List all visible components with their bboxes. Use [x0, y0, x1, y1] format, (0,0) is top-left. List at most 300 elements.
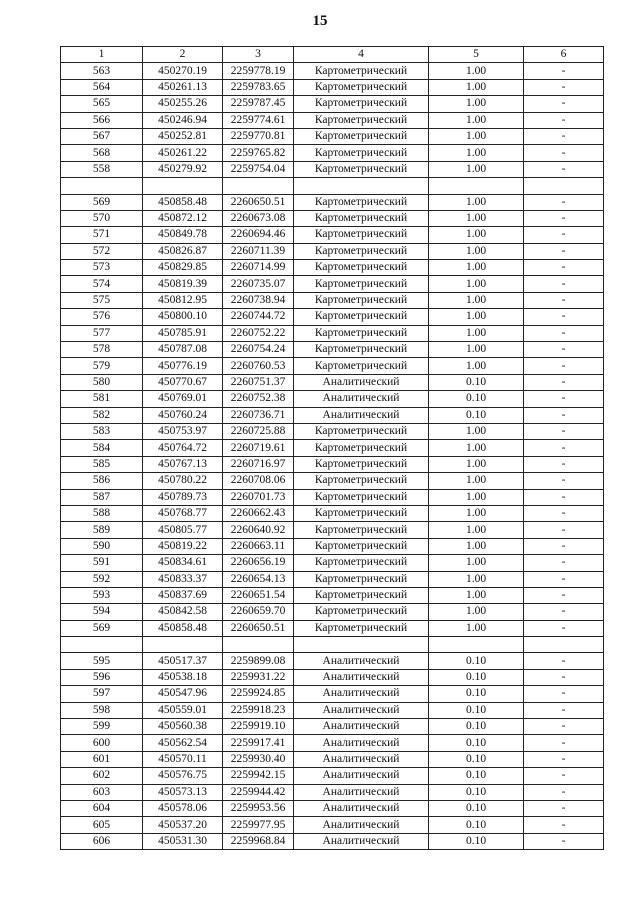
table-cell: -: [524, 702, 604, 718]
table-cell: 450826.87: [143, 243, 223, 259]
table-cell: 571: [61, 227, 143, 243]
table-row: [61, 96, 604, 112]
table-cell: Картометрический: [294, 342, 429, 358]
table-cell: -: [524, 243, 604, 259]
table-cell: 0.10: [429, 669, 524, 685]
table-cell: 2260654.13: [223, 571, 294, 587]
table-cell: Картометрический: [294, 358, 429, 374]
table-row: [61, 817, 604, 833]
table-cell: 450800.10: [143, 309, 223, 325]
table-cell: -: [524, 260, 604, 276]
table-cell: Картометрический: [294, 440, 429, 456]
table-cell: Картометрический: [294, 79, 429, 95]
table-cell: Аналитический: [294, 407, 429, 423]
table-cell: -: [524, 817, 604, 833]
table-row: [61, 751, 604, 767]
table-cell: 2259899.08: [223, 653, 294, 669]
table-cell: 588: [61, 505, 143, 521]
table-cell: -: [524, 309, 604, 325]
table-cell: [429, 637, 524, 653]
table-cell: 2260716.97: [223, 456, 294, 472]
table-cell: 2259968.84: [223, 833, 294, 849]
table-cell: 572: [61, 243, 143, 259]
table-cell: 0.10: [429, 653, 524, 669]
table-cell: 2259774.61: [223, 112, 294, 128]
table-cell: 2259931.22: [223, 669, 294, 685]
table-cell: [223, 637, 294, 653]
table-cell: 2259778.19: [223, 63, 294, 79]
table-cell: 1.00: [429, 276, 524, 292]
table-cell: 450270.19: [143, 63, 223, 79]
table-cell: [223, 178, 294, 194]
table-cell: -: [524, 161, 604, 177]
table-cell: -: [524, 342, 604, 358]
table-separator-row: [61, 637, 604, 653]
table-cell: 570: [61, 210, 143, 226]
table-cell: 1.00: [429, 79, 524, 95]
table-row: [61, 161, 604, 177]
table-cell: -: [524, 145, 604, 161]
table-cell: 565: [61, 96, 143, 112]
table-cell: 1.00: [429, 440, 524, 456]
table-cell: Аналитический: [294, 833, 429, 849]
table-cell: 1.00: [429, 194, 524, 210]
table-cell: 0.10: [429, 374, 524, 390]
table-cell: 574: [61, 276, 143, 292]
table-cell: 1.00: [429, 161, 524, 177]
table-cell: Картометрический: [294, 538, 429, 554]
table-row: [61, 342, 604, 358]
table-cell: Аналитический: [294, 735, 429, 751]
table-cell: Картометрический: [294, 63, 429, 79]
table-cell: 2260754.24: [223, 342, 294, 358]
coordinates-table: [60, 46, 604, 850]
table-cell: -: [524, 128, 604, 144]
table-row: [61, 407, 604, 423]
table-cell: 2260673.08: [223, 210, 294, 226]
table-row: [61, 145, 604, 161]
table-cell: 2260738.94: [223, 292, 294, 308]
table-cell: 450767.13: [143, 456, 223, 472]
table-cell: 586: [61, 473, 143, 489]
table-cell: 563: [61, 63, 143, 79]
table-cell: -: [524, 292, 604, 308]
table-cell: 450760.24: [143, 407, 223, 423]
table-cell: 0.10: [429, 817, 524, 833]
table-cell: 2259919.10: [223, 719, 294, 735]
table-cell: -: [524, 112, 604, 128]
table-cell: [143, 637, 223, 653]
table-row: [61, 505, 604, 521]
table-row: [61, 423, 604, 439]
table-cell: 578: [61, 342, 143, 358]
table-cell: 569: [61, 620, 143, 636]
table-cell: 2260736.71: [223, 407, 294, 423]
table-cell: -: [524, 555, 604, 571]
table-cell: [61, 637, 143, 653]
table-cell: 2260659.70: [223, 604, 294, 620]
table-cell: Картометрический: [294, 243, 429, 259]
table-cell: -: [524, 604, 604, 620]
table-cell: 573: [61, 260, 143, 276]
table-cell: 2260752.22: [223, 325, 294, 341]
table-cell: 1.00: [429, 505, 524, 521]
table-row: [61, 391, 604, 407]
table-cell: Картометрический: [294, 423, 429, 439]
table-cell: 0.10: [429, 686, 524, 702]
table-cell: 1.00: [429, 555, 524, 571]
table-cell: 2260663.11: [223, 538, 294, 554]
table-cell: 450805.77: [143, 522, 223, 538]
table-cell: 566: [61, 112, 143, 128]
table-cell: Картометрический: [294, 194, 429, 210]
table-cell: 1.00: [429, 292, 524, 308]
table-cell: Аналитический: [294, 391, 429, 407]
table-row: [61, 325, 604, 341]
table-cell: -: [524, 538, 604, 554]
table-cell: 450812.95: [143, 292, 223, 308]
table-cell: 0.10: [429, 768, 524, 784]
table-cell: 602: [61, 768, 143, 784]
column-header: 1: [61, 47, 143, 63]
table-cell: 1.00: [429, 604, 524, 620]
table-cell: 1.00: [429, 128, 524, 144]
table-cell: 587: [61, 489, 143, 505]
table-cell: 450787.08: [143, 342, 223, 358]
table-body: [61, 63, 604, 850]
table-cell: Картометрический: [294, 227, 429, 243]
table-cell: Картометрический: [294, 309, 429, 325]
table-cell: -: [524, 440, 604, 456]
table-cell: Картометрический: [294, 522, 429, 538]
table-cell: Аналитический: [294, 669, 429, 685]
table-cell: 450789.73: [143, 489, 223, 505]
table-cell: 2260752.38: [223, 391, 294, 407]
table-cell: 580: [61, 374, 143, 390]
table-cell: 2260751.37: [223, 374, 294, 390]
table-cell: 450858.48: [143, 620, 223, 636]
table-cell: 0.10: [429, 784, 524, 800]
table-cell: -: [524, 423, 604, 439]
table-cell: -: [524, 325, 604, 341]
table-cell: Аналитический: [294, 719, 429, 735]
table-cell: 2260725.88: [223, 423, 294, 439]
table-cell: 450834.61: [143, 555, 223, 571]
table-cell: -: [524, 358, 604, 374]
table-cell: 1.00: [429, 260, 524, 276]
table-cell: 1.00: [429, 620, 524, 636]
table-cell: -: [524, 719, 604, 735]
table-cell: -: [524, 735, 604, 751]
table-cell: -: [524, 653, 604, 669]
table-row: [61, 587, 604, 603]
table-cell: -: [524, 751, 604, 767]
table-row: [61, 456, 604, 472]
table-cell: 583: [61, 423, 143, 439]
table-cell: Картометрический: [294, 456, 429, 472]
table-row: [61, 112, 604, 128]
table-row: [61, 292, 604, 308]
table-cell: 1.00: [429, 243, 524, 259]
table-row: [61, 276, 604, 292]
table-cell: -: [524, 571, 604, 587]
table-cell: 584: [61, 440, 143, 456]
table-row: [61, 79, 604, 95]
table-cell: 450849.78: [143, 227, 223, 243]
table-cell: Картометрический: [294, 145, 429, 161]
table-cell: 450842.58: [143, 604, 223, 620]
table-cell: 2260735.07: [223, 276, 294, 292]
table-cell: Картометрический: [294, 489, 429, 505]
table-header-row: [61, 47, 604, 63]
column-header: 5: [429, 47, 524, 63]
table-row: [61, 735, 604, 751]
table-cell: Аналитический: [294, 768, 429, 784]
table-cell: 450537.20: [143, 817, 223, 833]
table-cell: 582: [61, 407, 143, 423]
table-cell: 564: [61, 79, 143, 95]
table-row: [61, 719, 604, 735]
table-cell: 2260650.51: [223, 194, 294, 210]
table-cell: [294, 178, 429, 194]
table-cell: 450246.94: [143, 112, 223, 128]
table-cell: -: [524, 374, 604, 390]
table-row: [61, 686, 604, 702]
table-cell: 0.10: [429, 800, 524, 816]
table-cell: -: [524, 686, 604, 702]
table-cell: -: [524, 194, 604, 210]
table-cell: -: [524, 522, 604, 538]
table-cell: 606: [61, 833, 143, 849]
table-cell: -: [524, 587, 604, 603]
table-row: [61, 768, 604, 784]
table-row: [61, 309, 604, 325]
table-cell: 1.00: [429, 112, 524, 128]
table-cell: 575: [61, 292, 143, 308]
table-cell: 604: [61, 800, 143, 816]
table-row: [61, 653, 604, 669]
table-cell: 558: [61, 161, 143, 177]
table-cell: Аналитический: [294, 702, 429, 718]
table-row: [61, 358, 604, 374]
table-cell: 450768.77: [143, 505, 223, 521]
table-cell: 577: [61, 325, 143, 341]
table-cell: 0.10: [429, 702, 524, 718]
table-cell: 450780.22: [143, 473, 223, 489]
table-row: [61, 243, 604, 259]
table-cell: 2260760.53: [223, 358, 294, 374]
table-cell: 2259944.42: [223, 784, 294, 800]
table-cell: 450573.13: [143, 784, 223, 800]
table-cell: 2260701.73: [223, 489, 294, 505]
table-cell: 450570.11: [143, 751, 223, 767]
table-cell: [429, 178, 524, 194]
table-cell: -: [524, 96, 604, 112]
table-cell: 0.10: [429, 751, 524, 767]
table-cell: -: [524, 407, 604, 423]
table-cell: 1.00: [429, 145, 524, 161]
table-cell: -: [524, 768, 604, 784]
table-cell: 2259924.85: [223, 686, 294, 702]
table-cell: 1.00: [429, 309, 524, 325]
table-cell: 2259765.82: [223, 145, 294, 161]
table-cell: Аналитический: [294, 374, 429, 390]
table-cell: 450776.19: [143, 358, 223, 374]
table-cell: 0.10: [429, 407, 524, 423]
table-cell: 590: [61, 538, 143, 554]
table-cell: 598: [61, 702, 143, 718]
table-cell: 1.00: [429, 210, 524, 226]
table-cell: 1.00: [429, 473, 524, 489]
table-row: [61, 260, 604, 276]
table-cell: 450538.18: [143, 669, 223, 685]
table-cell: 450261.13: [143, 79, 223, 95]
table-separator-row: [61, 178, 604, 194]
table-cell: -: [524, 456, 604, 472]
table-cell: Картометрический: [294, 292, 429, 308]
table-cell: 576: [61, 309, 143, 325]
table-cell: 1.00: [429, 587, 524, 603]
column-header: 6: [524, 47, 604, 63]
table-cell: -: [524, 489, 604, 505]
table-row: [61, 604, 604, 620]
table-cell: Картометрический: [294, 96, 429, 112]
table-cell: 450872.12: [143, 210, 223, 226]
table-cell: 450764.72: [143, 440, 223, 456]
table-cell: [61, 178, 143, 194]
table-cell: 1.00: [429, 423, 524, 439]
table-row: [61, 473, 604, 489]
table-cell: 592: [61, 571, 143, 587]
table-cell: Картометрический: [294, 260, 429, 276]
table-cell: Картометрический: [294, 325, 429, 341]
table-cell: 601: [61, 751, 143, 767]
table-cell: 1.00: [429, 342, 524, 358]
page-number: 15: [312, 13, 328, 29]
table-row: [61, 522, 604, 538]
table-cell: 450531.30: [143, 833, 223, 849]
table-cell: -: [524, 473, 604, 489]
table-cell: Картометрический: [294, 505, 429, 521]
table-cell: -: [524, 505, 604, 521]
table-cell: Аналитический: [294, 784, 429, 800]
table-cell: Картометрический: [294, 128, 429, 144]
table-cell: 2259930.40: [223, 751, 294, 767]
table-cell: 450517.37: [143, 653, 223, 669]
table-cell: [143, 178, 223, 194]
table-row: [61, 784, 604, 800]
table-cell: -: [524, 79, 604, 95]
table-row: [61, 669, 604, 685]
table-cell: 589: [61, 522, 143, 538]
table-row: [61, 489, 604, 505]
table-cell: 593: [61, 587, 143, 603]
table-cell: 603: [61, 784, 143, 800]
table-cell: 450833.37: [143, 571, 223, 587]
table-cell: 450547.96: [143, 686, 223, 702]
table-cell: [524, 637, 604, 653]
table-cell: Аналитический: [294, 751, 429, 767]
table-cell: [524, 178, 604, 194]
table-row: [61, 194, 604, 210]
table-cell: -: [524, 63, 604, 79]
table-cell: 0.10: [429, 719, 524, 735]
table-cell: 1.00: [429, 325, 524, 341]
table-cell: 2259754.04: [223, 161, 294, 177]
table-cell: 2260719.61: [223, 440, 294, 456]
table-cell: Картометрический: [294, 112, 429, 128]
table-row: [61, 227, 604, 243]
table-cell: 0.10: [429, 833, 524, 849]
table-cell: 450252.81: [143, 128, 223, 144]
table-cell: 450837.69: [143, 587, 223, 603]
table-cell: 450261.22: [143, 145, 223, 161]
table-cell: 2260744.72: [223, 309, 294, 325]
table-cell: 585: [61, 456, 143, 472]
table-cell: 450819.22: [143, 538, 223, 554]
table-cell: 2259770.81: [223, 128, 294, 144]
table-cell: -: [524, 833, 604, 849]
table-cell: 2260640.92: [223, 522, 294, 538]
table-cell: -: [524, 276, 604, 292]
table-cell: 1.00: [429, 358, 524, 374]
table-cell: 2260651.54: [223, 587, 294, 603]
table-cell: -: [524, 620, 604, 636]
table-cell: 2259917.41: [223, 735, 294, 751]
table-cell: 1.00: [429, 489, 524, 505]
table-cell: 450858.48: [143, 194, 223, 210]
table-cell: 600: [61, 735, 143, 751]
table-cell: 450829.85: [143, 260, 223, 276]
table-cell: 450562.54: [143, 735, 223, 751]
table-cell: Картометрический: [294, 604, 429, 620]
table-cell: -: [524, 391, 604, 407]
table-cell: Аналитический: [294, 800, 429, 816]
table-cell: Картометрический: [294, 276, 429, 292]
table-cell: [294, 637, 429, 653]
table-cell: 450753.97: [143, 423, 223, 439]
table-cell: 579: [61, 358, 143, 374]
table-cell: 1.00: [429, 227, 524, 243]
table-cell: 1.00: [429, 456, 524, 472]
table-cell: 2260650.51: [223, 620, 294, 636]
table-cell: 0.10: [429, 391, 524, 407]
table-cell: 2259977.95: [223, 817, 294, 833]
column-header: 3: [223, 47, 294, 63]
table-cell: 1.00: [429, 571, 524, 587]
table-cell: 450560.38: [143, 719, 223, 735]
table-row: [61, 833, 604, 849]
table-cell: 1.00: [429, 96, 524, 112]
column-header: 2: [143, 47, 223, 63]
table-cell: 450769.01: [143, 391, 223, 407]
table-cell: 0.10: [429, 735, 524, 751]
table-cell: 450785.91: [143, 325, 223, 341]
table-cell: 450576.75: [143, 768, 223, 784]
table-row: [61, 538, 604, 554]
table-row: [61, 702, 604, 718]
table-row: [61, 800, 604, 816]
table-cell: 599: [61, 719, 143, 735]
table-cell: -: [524, 669, 604, 685]
table-cell: 450559.01: [143, 702, 223, 718]
table-row: [61, 440, 604, 456]
table-cell: 2259918.23: [223, 702, 294, 718]
table-row: [61, 555, 604, 571]
table-cell: 569: [61, 194, 143, 210]
table-cell: 450255.26: [143, 96, 223, 112]
table-cell: 2259953.56: [223, 800, 294, 816]
